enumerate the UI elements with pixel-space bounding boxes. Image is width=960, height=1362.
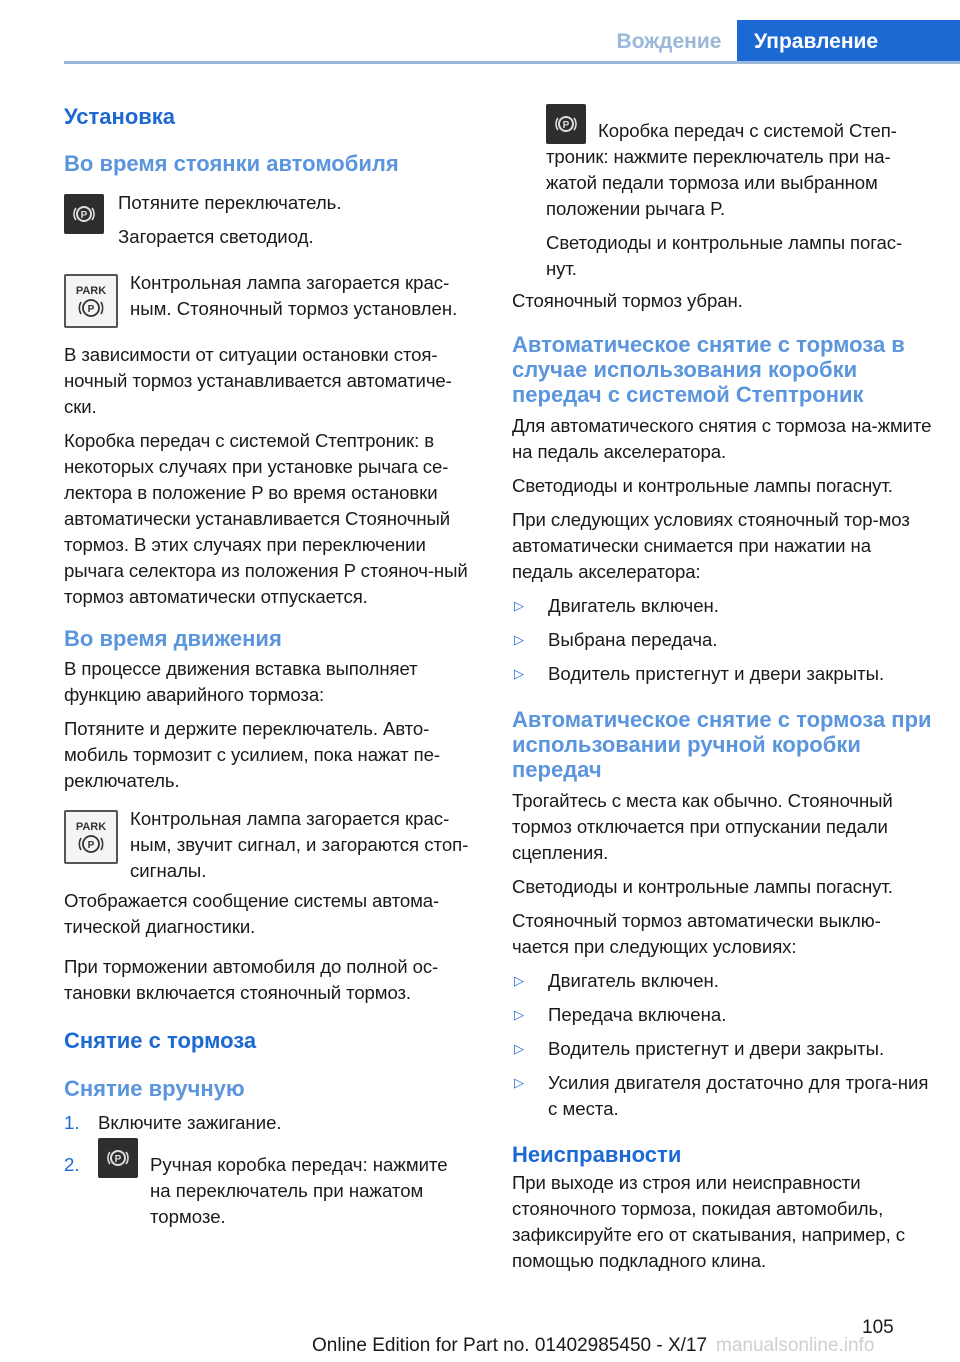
parked-line1: Потяните переключатель. bbox=[118, 192, 342, 213]
para-faults: При выходе из строя или неисправности стояночного тормоза, покидая автомобиль, зафиксируйте его от скатывания, например, с помощью подкладного клина. bbox=[512, 1172, 905, 1271]
watermark: manualsonline.info bbox=[716, 1335, 875, 1356]
parking-brake-switch-icon bbox=[98, 1138, 138, 1178]
svg-text:P: P bbox=[562, 120, 570, 131]
tab-driving[interactable]: Вождение bbox=[616, 30, 722, 53]
park-warning-lamp-icon bbox=[64, 274, 118, 328]
edition-footer: Online Edition for Part no. 01402985450 - X/17 bbox=[312, 1335, 708, 1356]
list-item bbox=[512, 661, 932, 687]
right-column bbox=[512, 96, 932, 1274]
list-item-text: Усилия двигателя достаточно для трога-ния с места. bbox=[548, 1072, 929, 1119]
conditions-list-1 bbox=[512, 593, 932, 687]
list-item bbox=[512, 1002, 932, 1028]
release-steps bbox=[64, 1110, 484, 1230]
triangle-bullet-icon: ▷ bbox=[514, 632, 524, 647]
heading-faults: Неисправности bbox=[512, 1142, 682, 1167]
para-auto1: Для автоматического снятия с тормоза на-жмите на педаль акселератора. bbox=[512, 415, 932, 462]
para-manual2: Светодиоды и контрольные лампы погаснут. bbox=[512, 876, 893, 897]
svg-text:P: P bbox=[87, 304, 95, 315]
heading-auto-manual: Автоматическое снятие с тормоза при использовании ручной коробки передач bbox=[512, 707, 932, 782]
step-text: Включите зажигание. bbox=[98, 1112, 282, 1133]
left-column bbox=[64, 96, 484, 1230]
parking-brake-switch-icon bbox=[64, 194, 104, 234]
triangle-bullet-icon: ▷ bbox=[514, 666, 524, 681]
page-number: 105 bbox=[862, 1317, 894, 1338]
page-header bbox=[0, 0, 960, 64]
triangle-bullet-icon: ▷ bbox=[514, 598, 524, 613]
step-steptronic-text: Коробка передач с системой Степ-троник: нажмите переключатель при на-жатой педали тормоза или выбранном положении рычага P. bbox=[546, 120, 897, 219]
list-item bbox=[512, 1036, 932, 1062]
triangle-bullet-icon: ▷ bbox=[514, 1075, 524, 1090]
svg-text:P: P bbox=[114, 1154, 122, 1165]
header-rule bbox=[64, 61, 960, 64]
para-steptronic: Коробка передач с системой Стептроник: в некоторых случаях при установке рычага се-лектора в положение P во время остановки автоматически устанавливается Стояночный тормоз. В этих случаях при переключении рычага селектора из положения P стояноч-ный тормоз автоматически отпускается. bbox=[64, 430, 468, 607]
triangle-bullet-icon: ▷ bbox=[514, 1041, 524, 1056]
para-auto3: При следующих условиях стояночный тор-моз автоматически снимается при нажатии на педаль акселератора: bbox=[512, 509, 910, 582]
svg-text:PARK: PARK bbox=[75, 285, 107, 297]
list-item bbox=[64, 1152, 484, 1230]
heading-manual: Снятие вручную bbox=[64, 1076, 245, 1101]
list-item-text: Выбрана передача. bbox=[548, 629, 718, 650]
heading-setup: Установка bbox=[64, 104, 176, 129]
para-manual1: Трогайтесь с места как обычно. Стояночный тормоз отключается при отпускании педали сцепления. bbox=[512, 790, 893, 863]
park-lamp-text-2: Контрольная лампа загорается крас-ным, звучит сигнал, и загораются стоп-сигналы. bbox=[130, 808, 469, 881]
parking-brake-switch-icon bbox=[546, 104, 586, 144]
list-item-text: Двигатель включен. bbox=[548, 595, 719, 616]
list-item bbox=[512, 593, 932, 619]
list-item bbox=[64, 1110, 484, 1136]
svg-text:PARK: PARK bbox=[75, 821, 107, 833]
para-driving1: В процессе движения вставка выполняет функцию аварийного тормоза: bbox=[64, 658, 418, 705]
list-item-text: Водитель пристегнут и двери закрыты. bbox=[548, 663, 885, 684]
para-stop: При торможении автомобиля до полной ос-тановки включается стояночный тормоз. bbox=[64, 956, 439, 1003]
para-auto2: Светодиоды и контрольные лампы погаснут. bbox=[512, 475, 893, 496]
tab-controls[interactable]: Управление bbox=[737, 20, 960, 64]
parked-instruction bbox=[64, 190, 484, 250]
parked-line2: Загорается светодиод. bbox=[118, 226, 314, 247]
para-driving2: Потяните и держите переключатель. Авто-мобиль тормозит с усилием, пока нажат пе-реключатель. bbox=[64, 718, 440, 791]
para-message: Отображается сообщение системы автома-тической диагностики. bbox=[64, 890, 440, 937]
list-item bbox=[512, 968, 932, 994]
park-lamp-text: Контрольная лампа загорается крас-ным. Стояночный тормоз установлен. bbox=[130, 272, 458, 319]
para-released: Стояночный тормоз убран. bbox=[512, 290, 743, 311]
heading-release: Снятие с тормоза bbox=[64, 1028, 257, 1053]
para-auto-set: В зависимости от ситуации остановки стоя-ночный тормоз устанавливается автоматиче-ски. bbox=[64, 344, 452, 417]
heading-parked: Во время стоянки автомобиля bbox=[64, 151, 399, 176]
step-number: 2. bbox=[64, 1154, 80, 1175]
park-warning-lamp-icon bbox=[64, 810, 118, 864]
list-item-text: Двигатель включен. bbox=[548, 970, 719, 991]
park-lamp-note-2 bbox=[64, 806, 484, 884]
list-item-text: Водитель пристегнут и двери закрыты. bbox=[548, 1038, 885, 1059]
svg-text:P: P bbox=[80, 210, 88, 221]
list-item bbox=[512, 1070, 932, 1122]
heading-driving: Во время движения bbox=[64, 626, 282, 651]
step-number: 1. bbox=[64, 1112, 80, 1133]
heading-auto-steptronic: Автоматическое снятие с тормоза в случае использования коробки передач с системой Стептроник bbox=[512, 332, 905, 407]
list-item-text: Передача включена. bbox=[548, 1004, 727, 1025]
park-lamp-note bbox=[64, 270, 484, 328]
triangle-bullet-icon: ▷ bbox=[514, 1007, 524, 1022]
triangle-bullet-icon: ▷ bbox=[514, 973, 524, 988]
para-manual3: Стояночный тормоз автоматически выклю-чается при следующих условиях: bbox=[512, 910, 881, 957]
list-item bbox=[512, 627, 932, 653]
conditions-list-2 bbox=[512, 968, 932, 1122]
step-leds-text: Светодиоды и контрольные лампы погас-нут. bbox=[546, 232, 903, 279]
step-text: Ручная коробка передач: нажмите на переключатель при нажатом тормозе. bbox=[150, 1154, 448, 1227]
svg-text:P: P bbox=[87, 840, 95, 851]
